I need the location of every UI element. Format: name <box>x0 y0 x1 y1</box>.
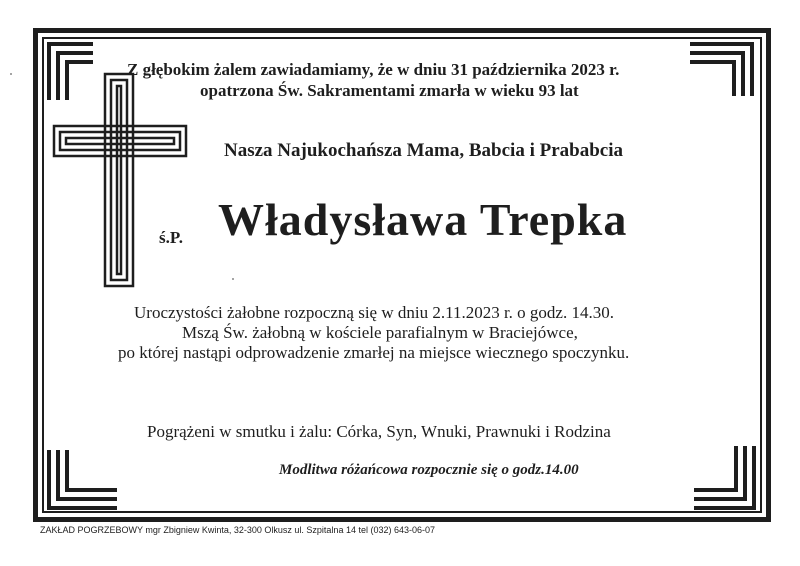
ceremony-line-3: po której nastąpi odprowadzenie zmarłej na miejsce wiecznego spoczynku. <box>118 343 630 362</box>
paper-speck <box>232 278 234 280</box>
ceremony-line-2: Mszą Św. żałobną w kościele parafialnym w Braciejówce, <box>182 323 578 342</box>
cross-icon <box>52 72 188 288</box>
prayer-line: Modlitwa różańcowa rozpocznie się o godz.14.00 <box>279 462 579 478</box>
corner-ornament-bottom-left-icon <box>45 450 117 512</box>
intro-line-2: opatrzona Św. Sakramentami zmarła w wieku 93 lat <box>200 81 579 100</box>
funeral-home-footer: ZAKŁAD POGRZEBOWY mgr Zbigniew Kwinta, 32-300 Olkusz ul. Szpitalna 14 tel (032) 643-06-07 <box>40 525 436 535</box>
intro-line-1: Z głębokim żalem zawiadamiamy, że w dniu 31 października 2023 r. <box>127 60 620 79</box>
mourners-line: Pogrążeni w smutku i żalu: Córka, Syn, Wnuki, Prawnuki i Rodzina <box>147 422 611 441</box>
paper-speck <box>10 73 12 75</box>
corner-ornament-bottom-right-icon <box>694 446 758 512</box>
ceremony-line-1: Uroczystości żałobne rozpoczną się w dniu 2.11.2023 r. o godz. 14.30. <box>134 303 614 322</box>
name-prefix: ś.P. <box>159 228 183 247</box>
epithet-line: Nasza Najukochańsza Mama, Babcia i Prababcia <box>224 140 623 161</box>
deceased-name: Władysława Trepka <box>218 194 628 245</box>
corner-ornament-top-right-icon <box>690 40 756 98</box>
